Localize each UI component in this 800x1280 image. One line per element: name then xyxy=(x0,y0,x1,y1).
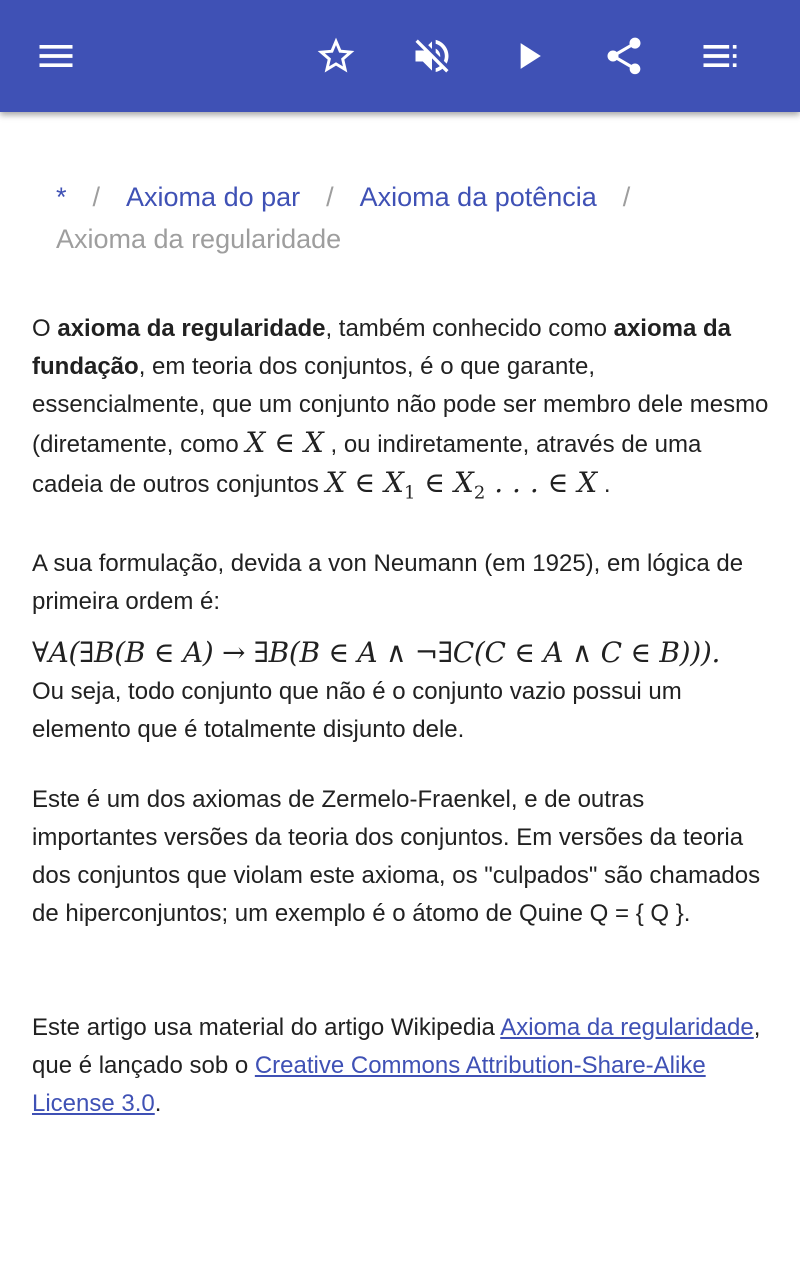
term-bold: axioma da regularidade xyxy=(57,315,326,342)
text: . xyxy=(154,1089,162,1117)
math-inline-chain xyxy=(325,466,598,504)
share-button[interactable] xyxy=(596,28,652,84)
breadcrumb-separator: / xyxy=(622,182,631,212)
math-part: X ∈ X xyxy=(325,466,404,499)
mute-button[interactable] xyxy=(404,28,460,84)
license-link[interactable]: Creative Commons Attribution-Share-Alike License 3.0 xyxy=(32,1051,706,1117)
wikipedia-article-link[interactable]: Axioma da regularidade xyxy=(500,1013,754,1041)
text: , que é lançado sob o xyxy=(32,1013,761,1079)
math-subscript: 2 xyxy=(473,482,486,504)
attribution-paragraph xyxy=(32,1009,772,1123)
volume-off-icon xyxy=(410,34,454,78)
breadcrumb xyxy=(32,176,772,260)
formulation-paragraph: A sua formulação, devida a von Neumann (em 1925), em lógica de primeira ordem é: xyxy=(32,549,744,615)
app-bar xyxy=(0,0,800,112)
menu-icon xyxy=(34,34,78,78)
menu-button[interactable] xyxy=(28,28,84,84)
text: . xyxy=(597,471,611,498)
term-bold: axioma da fundação xyxy=(32,315,731,380)
math-part: . . . ∈ X xyxy=(485,466,598,499)
article-content xyxy=(32,176,772,1155)
regularity-formula: ∀A(∃B(B ∈ A) → ∃B(B ∈ A ∧ ¬∃C(C ∈ A ∧ C ∈ B))). xyxy=(32,635,721,669)
playlist-icon xyxy=(698,34,742,78)
breadcrumb-link-axioma-da-potencia[interactable]: Axioma da potência xyxy=(359,182,597,212)
breadcrumb-current: Axioma da regularidade xyxy=(56,224,342,254)
text: O xyxy=(32,315,58,342)
star-outline-icon xyxy=(314,34,358,78)
share-icon xyxy=(602,34,646,78)
play-button[interactable] xyxy=(500,28,556,84)
math-part: ∈ X xyxy=(415,466,474,499)
intro-paragraph xyxy=(32,310,772,513)
favorite-button[interactable] xyxy=(308,28,364,84)
text: , em teoria dos conjuntos, é o que garante, essencialmente, que um conjunto não pode ser membro dele mesmo (diretamente, como xyxy=(32,353,769,458)
math-subscript: 1 xyxy=(403,482,416,504)
math-inline: X ∈ X xyxy=(245,426,324,459)
breadcrumb-root-link[interactable]: * xyxy=(56,182,67,212)
text: , ou indiretamente, através de uma cadeia de outros conjuntos xyxy=(32,431,702,498)
explanation-paragraph: Ou seja, todo conjunto que não é o conjunto vazio possui um elemento que é totalmente disjunto dele. xyxy=(32,677,682,743)
text: Este artigo usa material do artigo Wikipedia xyxy=(32,1013,501,1041)
breadcrumb-separator: / xyxy=(92,182,101,212)
contents-button[interactable] xyxy=(692,28,748,84)
breadcrumb-separator: / xyxy=(326,182,334,212)
text: , também conhecido como xyxy=(325,315,614,342)
breadcrumb-link-axioma-do-par[interactable]: Axioma do par xyxy=(126,182,301,212)
zermelo-paragraph: Este é um dos axiomas de Zermelo-Fraenkel, e de outras importantes versões da teoria dos conjuntos. Em versões da teoria dos conjuntos que violam este axioma, os "culpados" são chamados de hiperconjuntos; um exemplo é o átomo de Quine Q = { Q }. xyxy=(32,785,761,927)
play-icon xyxy=(506,34,550,78)
